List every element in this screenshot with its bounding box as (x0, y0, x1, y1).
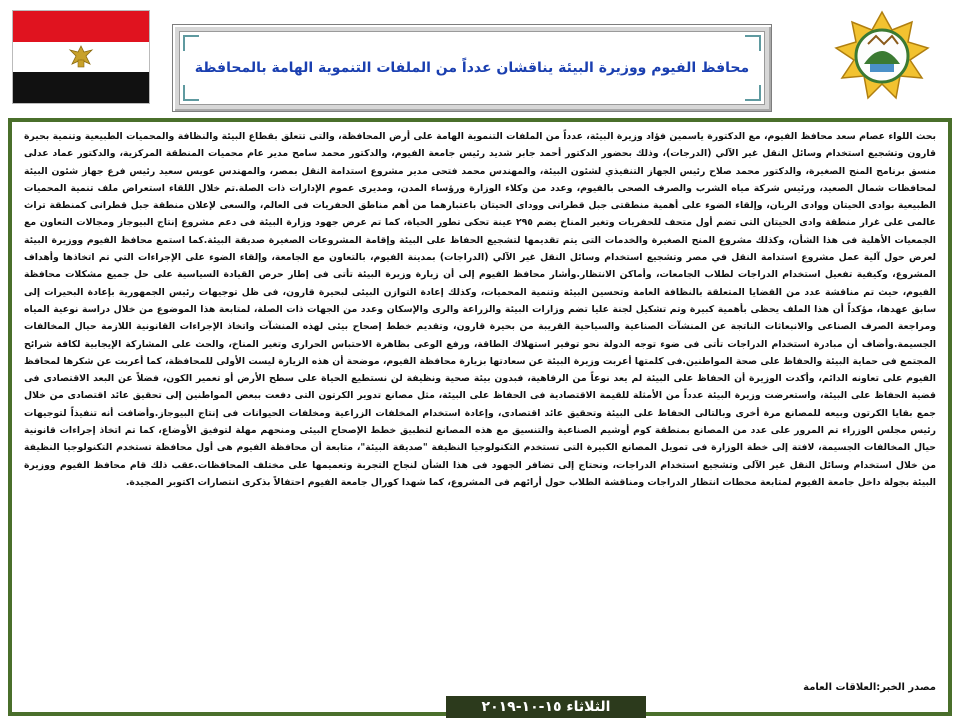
governorate-logo-icon (828, 8, 936, 108)
headline-inner (179, 31, 765, 105)
corner-ornament (183, 35, 199, 51)
egypt-flag (12, 10, 150, 104)
article-frame (8, 118, 952, 716)
flag-white-stripe (13, 42, 149, 73)
eagle-icon (68, 44, 94, 70)
governorate-logo (828, 8, 936, 108)
flag-black-stripe (13, 72, 149, 103)
headline: محافظ الفيوم ووزيرة البيئة يناقشان عدداً من الملفات التنموية الهامة بالمحافظة (194, 60, 750, 76)
corner-ornament (745, 85, 761, 101)
corner-ornament (183, 85, 199, 101)
flag-red-stripe (13, 11, 149, 42)
corner-ornament (745, 35, 761, 51)
news-source: مصدر الخبر:العلاقات العامة (803, 682, 936, 693)
article-body: بحث اللواء عصام سعد محافظ الفيوم، مع الدكتورة ياسمين فؤاد وزيرة البيئة، عدداً من الملفات التنموية الهامة على أرض المحافظة، والتى تتعلق بقطاع البيئة والنظافة والمحميات الطبيعية وتنمية بحيرة قارون وتشجيع استخدام وسائل النقل غير الآلي (الدرجات)، وذلك بحضور الدكتور أحمد جابر شديد رئيس جامعة الفيوم، والدكتور محمد سامح مدير عام محميات المنطقة المركزية، والدكتور عماد عدلى منسق برنامج المنح الصغيرة، والدكتور محمد صلاح رئيس الجهاز التنفيذي لشئون البيئة، والمهندس محمد فتحى مدير مشروع استدامة النقل بمصر، والمهندس عويس سعيد رئيس فرع جهاز شئون البيئة لمحافظات شمال الصعيد، ورئيس شركة مياه الشرب والصرف الصحى بالفيوم، وعدد من وكلاء الوزارة ورؤساء المدن، ومديرى عموم الإدارات ذات الصلة.تم خلال اللقاء استعراض ملف تنمية المحميات الطبيعية بوادى الحيتان ووادى الريان، وإلقاء الضوء على أهمية منطقتى جبل قطرانى ووداى الحيتان باعتبارهما من أهم مناطق الحفريات فى العالم، والسعى لإعلان منطقة جبل قطرانى كمنطقة تراث عالمى على غرار منطقة وادى الحيتان التى تضم أول متحف للحفريات وتغير المناخ يضم ٢٩٥ عينة تحكى تطور الحياة، كما تم عرض جهود وزارة البيئة فى دعم مشروع إنتاج البيوجاز ومجالات التعاون مع الجمعيات الأهلية فى هذا الشأن، وكذلك مشروع المنح الصغيرة والخدمات التى يتم تقديمها لتشجيع الحفاظ على البيئة وإقامة المشروعات الصغيرة صديقة البيئة.كما استمع محافظ الفيوم ووزيرة البيئة لعرض حول آلية عمل مشروع استدامة النقل في مصر وتشجيع استخدام وسائل النقل غير الآلي (الدراجات) بمدينة الفيوم، بالتعاون مع الجامعة، وإلقاء الضوء على الإجراءات التي تم اتخاذها وأهداف المشروع، وكيفية تفعيل استخدام الدراجات لطلاب الجامعات، وأماكن الانتظار.وأشار محافظ الفيوم إلى أن زيارة وزيرة البيئة تأتى فى إطار حرص القيادة السياسية على حل جميع مشكلات محافظة الفيوم، حيث تم مناقشة عدد من القضايا المتعلقة بالنظافة العامة وتحسين البيئة وتنمية المحميات، وكذلك إعادة التوازن البيئى لبحيرة قارون، فى ظل توجيهات رئيس الجمهورية بإعادة البحيرات إلى سابق عهدها، مؤكداً أن هذا الملف يحظى بأهمية كبيرة وتم تشكيل لجنة عليا تضم وزارات البيئة والزراعة والرى والإسكان وعدد من الجهات ذات الصلة، لمتابعة هذا الموضوع من خلال دراسة نوعية المياه ومراجعة الصرف الصناعى والانبعاثات الناتجة عن المنشآت الصناعية والسياحية القريبة من بحيرة قارون، وتقديم خطط إصحاح بيئى لهذه المنشآت واتخاذ الإجراءات القانونية اللازمة حيال المخالفات الجسيمة.وأضاف أن مبادرة استخدام الدراجات تأتى فى ضوء توجه الدولة نحو توفير استهلاك الطاقة، ورفع الوعى بظاهرة الاحتباس الحرارى وتغير المناخ، والحث على المشاركة الإيجابية لكافة شرائح المجتمع فى حماية البيئة والحفاظ على صحة المواطنين.فى كلمتها أعربت وزيرة البيئة عن سعادتها بزيارة محافظة الفيوم، موضحة أن هذه الزيارة ليست الأولى للمحافظة، كما أعربت عن شكرها لمحافظ الفيوم على تعاونه الدائم، وأكدت الوزيرة أن الحفاظ على البيئة لم يعد نوعاً من الرفاهية، فبدون بيئة صحية ونظيفة لن نستطيع الحياة على سطح الأرض أو تعمير الكون، فضلاً عن البعد الاقتصادى فى قضية الحفاظ على البيئة، واستعرضت وزيرة البيئة عدداً من الأمثلة للقيمة الاقتصادية فى الحفاظ على البيئة، مثل مصانع تدوير الكرتون التى دفعت ببعض المواطنين إلى تحقيق عائد اقتصادى من خلال جمع بقايا الكرتون وبيعه للمصانع مرة أخرى وبالتالى الحفاظ على البيئة وتحقيق عائد اقتصادى، وإعادة استخدام المخلفات الزراعية ومخلفات الحيوانات فى إنتاج البيوجاز.وأضافت أنه تنفيذاً لتوجيهات رئيس مجلس الوزراء تم المرور على عدد من المصانع بمنطقة كوم أوشيم الصناعية والتنسيق مع هذه المصانع لتطبيق خطط الإصحاح البيئى ومنحهم مهلة لتوفيق الأوضاع، كما تم اتخاذ إجراءات قانونية حيال المخالفات الجسيمة، لافتة إلى خطة الوزارة فى تمويل المصانع الكبيرة التى تستخدم التكنولوجيا النظيفة "صديقة البيئة"، متابعة أن محافظة الفيوم هى أول محافظة تستخدم التكنولوجيا النظيفة من خلال استخدام وسائل النقل غير الآلى وتشجيع استخدام الدراجات، ونحتاج إلى تضافر الجهود فى هذا الشأن لنجاح التجربة وتعميمها على مختلف المحافظات.عقب ذلك قام محافظ الفيوم ووزيرة البيئة بجولة داخل جامعة الفيوم لمتابعة محطات انتظار الدراجات ومناقشة الطلاب حول أرائهم فى المشروع، كما شهدا كورال جامعة الفيوم احتفالاً بذكرى انتصارات اكتوبر المجيدة. (24, 131, 936, 488)
date-banner: الثلاثاء ١٥-١٠-٢٠١٩ (446, 696, 646, 718)
headline-frame (172, 24, 772, 112)
